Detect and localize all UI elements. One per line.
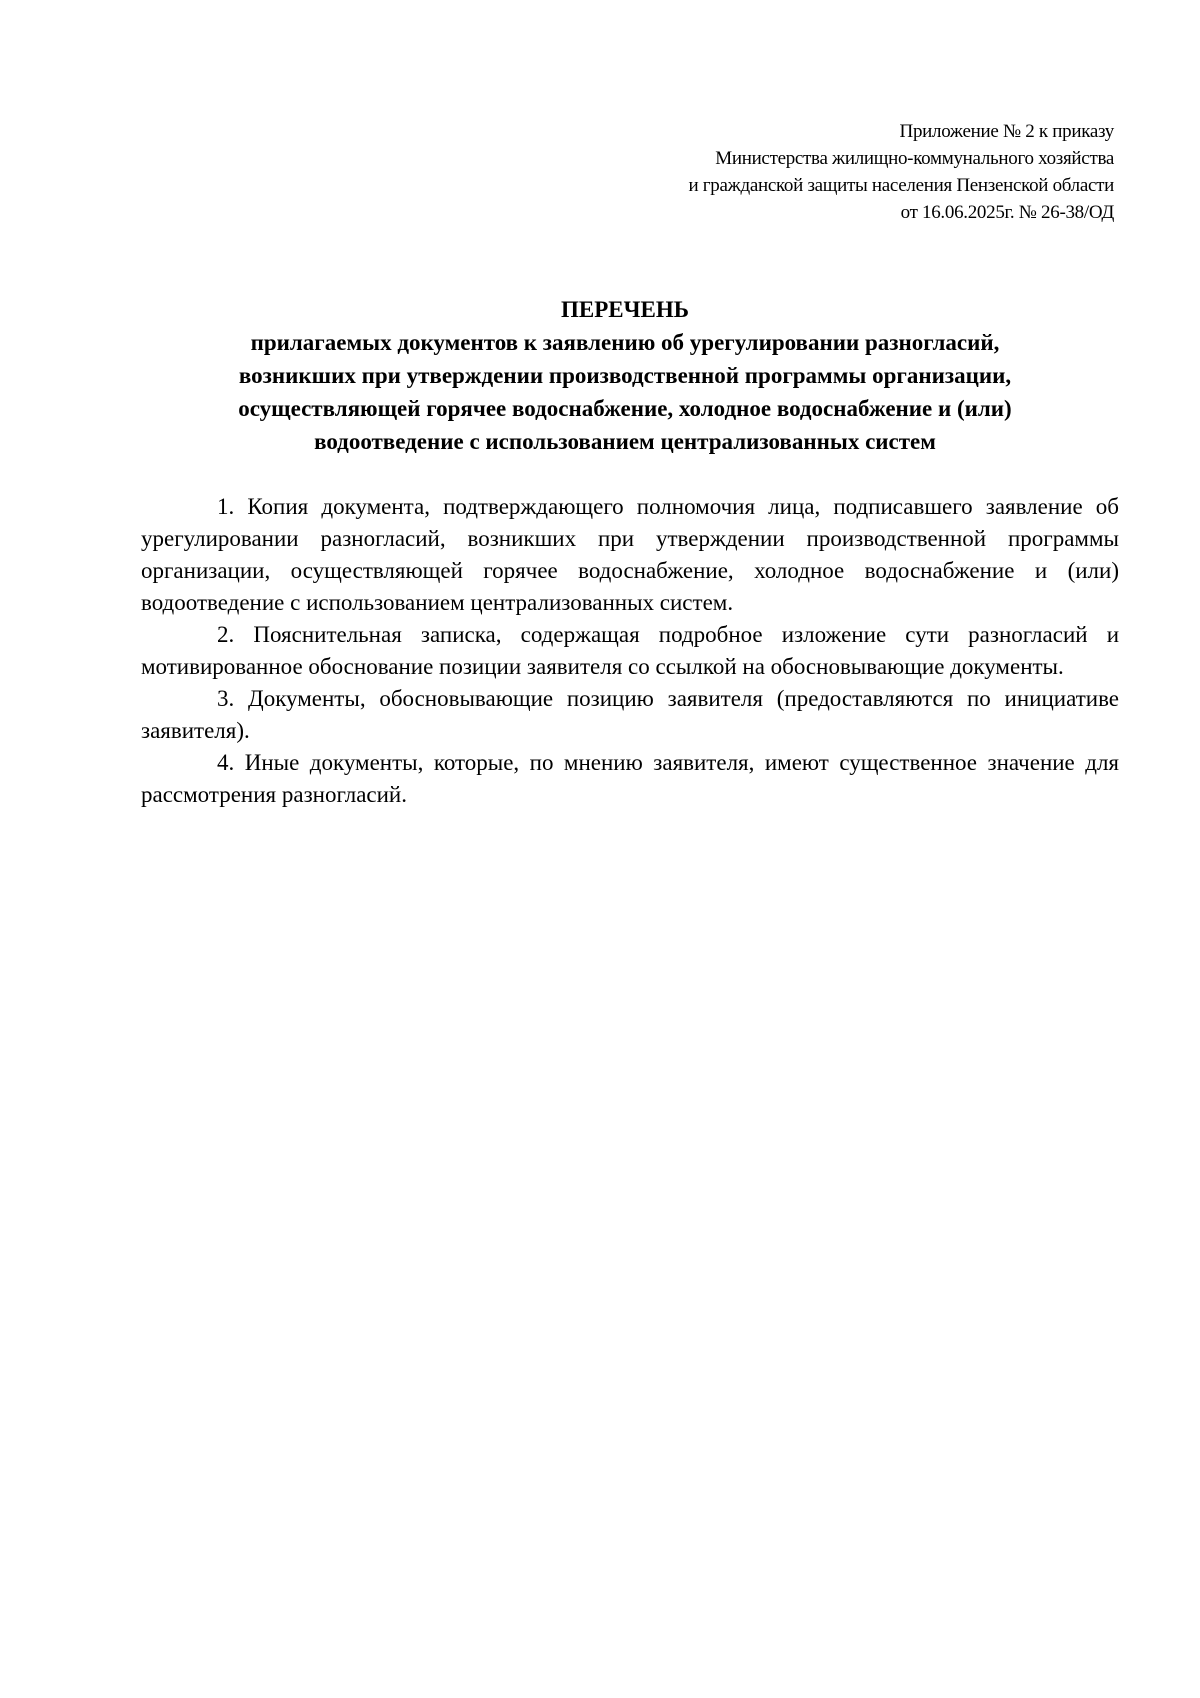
title-heading: ПЕРЕЧЕНЬ [561,297,689,322]
title-subtitle-line: водоотведение с использованием централизованных систем [314,429,936,454]
list-item: 2. Пояснительная записка, содержащая подробное изложение сути разногласий и мотивированное обоснование позиции заявителя со ссылкой на обосновывающие документы. [141,622,1119,679]
list-item: 4. Иные документы, которые, по мнению заявителя, имеют существенное значение для рассмотрения разногласий. [141,750,1119,807]
title-subtitle-line: прилагаемых документов к заявлению об урегулировании разногласий, [250,330,1000,355]
appendix-header-line: и гражданской защиты населения Пензенской области [688,175,1114,196]
appendix-header [688,118,1114,226]
title-subtitle-line: осуществляющей горячее водоснабжение, холодное водоснабжение и (или) [238,396,1012,421]
documents-list [141,491,1119,811]
list-item: 1. Копия документа, подтверждающего полномочия лица, подписавшего заявление об урегулировании разногласий, возникших при утверждении производственной программы организации, осуществляющей горячее водоснабжение, холодное водоснабжение и (или) водоотведение с использованием централизованных систем. [141,494,1119,615]
appendix-header-line: Министерства жилищно-коммунального хозяйства [715,148,1114,169]
title-subtitle-line: возникших при утверждении производственной программы организации, [238,363,1012,388]
appendix-header-line: от 16.06.2025г. № 26-38/ОД [900,202,1114,223]
list-item: 3. Документы, обосновывающие позицию заявителя (предоставляются по инициативе заявителя). [141,686,1119,743]
document-title [130,293,1120,458]
appendix-header-line: Приложение № 2 к приказу [899,121,1114,142]
